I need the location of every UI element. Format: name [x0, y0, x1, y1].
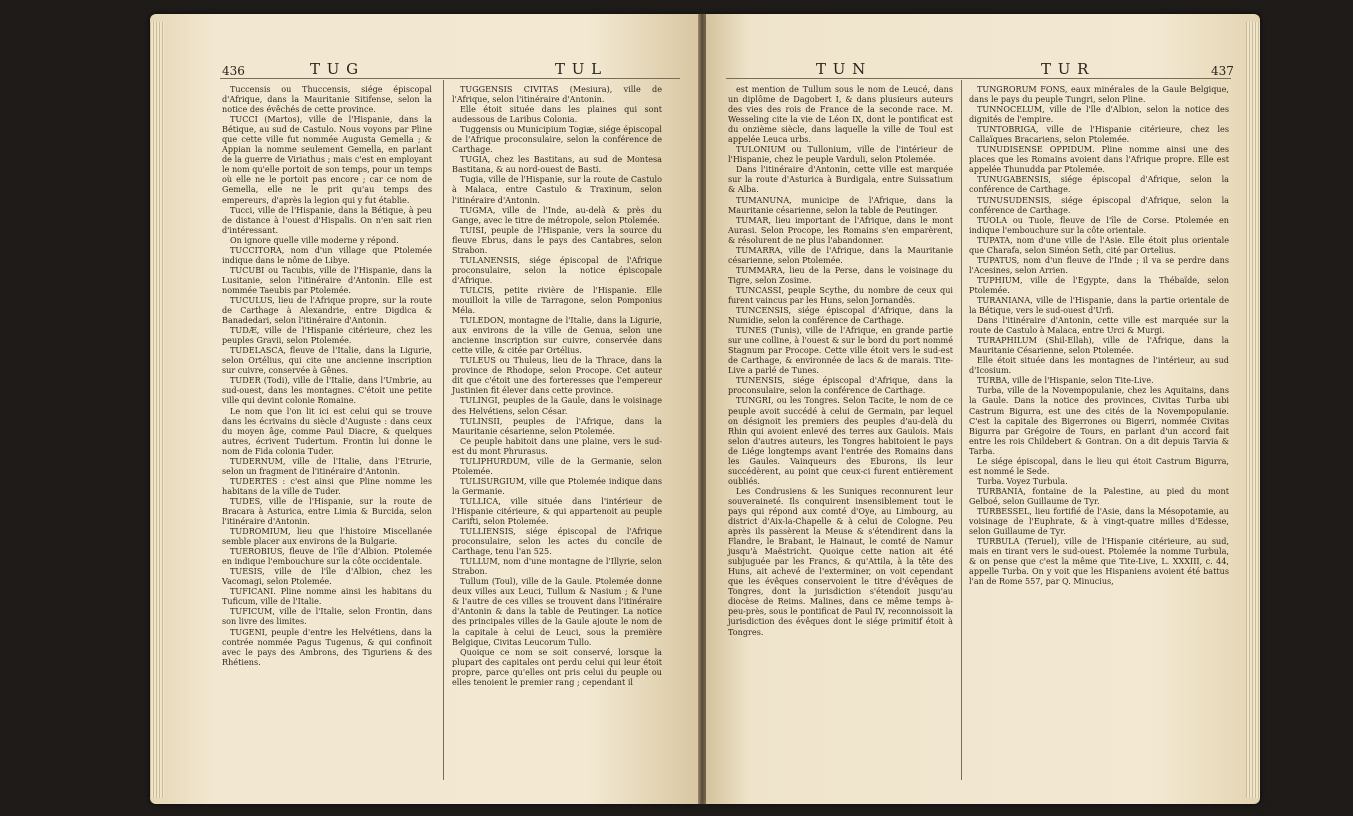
open-book [150, 14, 1260, 804]
entry-paragraph: Tugia, ville de l'Hispanie, sur la route de Castulo à Malaca, entre Castulo & Traxinum, selon l'itinéraire d'Antonin. [452, 174, 662, 205]
entry-paragraph: TURBA, ville de l'Hispanie, selon Tite-Live. [977, 375, 1154, 386]
entry-paragraph: TUNCASSI, peuple Scythe, du nombre de ceux qui furent vaincus par les Huns, selon Jornandès. [728, 284, 953, 305]
right-header-tun: T U N [816, 60, 867, 78]
entry-paragraph: TUMARRA, ville de l'Afrique, dans la Mauritanie césarienne, selon Ptolemée. [728, 244, 953, 265]
entry-paragraph: TURBANIA, fontaine de la Palestine, au pied du mont Gelboé, selon Guillaume de Tyr. [969, 485, 1229, 506]
entry-paragraph: Le siége épiscopal, dans le lieu qui étoit Castrum Bigurra, est nommé le Sede. [969, 455, 1229, 476]
right-header-tur: T U R [1041, 60, 1090, 78]
entry-paragraph: TULIPHURDUM, ville de la Germanie, selon Ptolemée. [452, 455, 662, 476]
entry-paragraph: TUFICANI. Pline nomme ainsi les habitans du Tuficum, ville de l'Italie. [222, 586, 432, 607]
entry-paragraph: TURBESSEL, lieu fortifié de l'Asie, dans la Mésopotamie, au voisinage de l'Euphrate, & à vingt-quatre milles d'Edesse, selon Guillaume de Tyr. [969, 505, 1229, 537]
entry-paragraph: TUDER (Todi), ville de l'Italie, dans l'Umbrie, au sud-ouest, dans les montagnes. C'étoit une petite ville qui devint colonie Romaine. [222, 375, 432, 406]
entry-paragraph: TUDROMIUM, lieu que l'histoire Miscellanée semble placer aux environs de la Bulgarie. [222, 526, 432, 547]
left-page [150, 14, 698, 804]
entry-paragraph: TULISURGIUM, ville que Ptolemée indique dans la Germanie. [452, 475, 662, 496]
entry-paragraph: TULLICA, ville située dans l'intérieur de l'Hispanie citérieure, & qui appartenoit au peuple Carifti, selon Ptolemée. [452, 495, 662, 527]
entry-paragraph: TUMANUNA, municipe de l'Afrique, dans la Mauritanie césarienne, selon la table de Peutinger. [728, 194, 953, 215]
entry-paragraph: TURBULA (Teruel), ville de l'Hispanie citérieure, au sud, mais en tirant vers le sud-ouest. Ptolemée la nomme Turbula, & on pense que c'est la même que Tite-Live, L. XXXIII, c. 44, appelle Turba. On y voit que les Hispaniens avoient été battus l'an de Rome 557, par Q. Minucius, [969, 536, 1229, 587]
left-page-number: 436 [222, 64, 245, 78]
right-header-rule [726, 78, 1231, 79]
entry-paragraph: TUMAR, lieu important de l'Afrique, dans le mont Aurasi. Selon Procope, les Romains s'en emparèrent, & résolurent de ne plus l'abandonner. [728, 214, 953, 245]
entry-paragraph: TUNTOBRIGA, ville de l'Hispanie citérieure, chez les Callaïques Bracariens, selon Ptolemée. [969, 124, 1229, 145]
entry-paragraph: TUNUDISENSE OPPIDUM. Pline nomme ainsi une des places que les Romains avoient dans l'Afrique propre. Elle est appelée Thunudda par Ptolemée. [969, 144, 1229, 175]
entry-paragraph: TUNUGABENSIS, siége épiscopal d'Afrique, selon la conférence de Carthage. [969, 174, 1229, 195]
entry-paragraph: TUCULUS, lieu de l'Afrique propre, sur la route de Carthage à Alexandrie, entre Digdica & Banadedari, selon l'itinéraire d'Antonin. [222, 294, 432, 326]
entry-paragraph: Quoique ce nom se soit conservé, lorsque la plupart des capitales ont perdu celui qui leur étoit propre, parce qu'elles ont pris celui du peuple ou elles tenoient le premier rang ; cependant il [452, 646, 662, 687]
left-header-rule [220, 78, 680, 79]
left-header-tug: T U G [310, 60, 360, 78]
entry-paragraph: TUESIS, ville de l'île d'Albion, chez les Vacomagi, selon Ptolemée. [222, 566, 432, 587]
entry-paragraph: TULONIUM ou Tullonium, ville de l'intérieur de l'Hispanie, chez le peuple Varduli, selon Ptolemée. [728, 144, 953, 165]
entry-paragraph: Dans l'itinéraire d'Antonin, cette ville est marquée sur la route de Castulo à Malaca, entre Urci & Murgi. [969, 315, 1229, 336]
entry-paragraph: TUNENSIS, siége épiscopal d'Afrique, dans la proconsulaire, selon la conférence de Carthage. [728, 375, 953, 396]
entry-paragraph: Les Condrusiens & les Suniques reconnurent leur souveraineté. Ils conquirent insensiblement tout le pays qui répond aux comté d'Oye, au Limbourg, au district d'Aix-la-Chapelle & à celui de Cologne. Peu après ils passèrent la Meuse & s'étendirent dans la Flandre, le Brabant, le Hainaut, le comté de Namur jusqu'à Maëstricht. Quoique cette nation ait été subjuguée par les Francs, & qu'Attila, à la tête des Huns, ait achevé de l'exterminer, on voit cependant que les évêques conservoient le titre d'évêques de Tongres, dont la jurisdiction s'étendoit jusqu'au diocèse de Reims. Malines, dans ce même temps à-peu-près, sous le pontificat de Paul IV, reconnoissoit la jurisdiction des évêques dont le siége primitif étoit à Tongres. [728, 485, 953, 637]
entry-paragraph: TULINGI, peuples de la Gaule, dans le voisinage des Helvétiens, selon César. [452, 395, 662, 416]
entry-paragraph: TUNES (Tunis), ville de l'Afrique, en grande partie sur une colline, à l'ouest & sur le bord du port nommé Stagnum par Procope. Cette ville étoit vers le sud-est de Carthage, & environnée de lacs & de marais. Tite-Live a parlé de Tunes. [728, 325, 953, 376]
book-gutter [698, 14, 706, 804]
entry-paragraph: Ce peuple habitoit dans une plaine, vers le sud-est du mont Phrurasus. [452, 435, 662, 456]
right-page [706, 14, 1260, 804]
left-header-tul: T U L [555, 60, 603, 78]
entry-paragraph: TUNCENSIS, siége épiscopal d'Afrique, dans la Numidie, selon la conférence de Carthage. [728, 305, 953, 326]
entry-paragraph: TULEUS ou Thuleus, lieu de la Thrace, dans la province de Rhodope, selon Procope. Cet auteur dit que c'étoit une des forteresses que l'empereur Justinien fit élever dans cette province. [452, 355, 662, 396]
entry-paragraph: TUDELASCA, fleuve de l'Italie, dans la Ligurie, selon Ortélius, qui cite une ancienne inscription sur cuivre, conservée à Gênes. [222, 345, 432, 376]
entry-paragraph: TULCIS, petite rivière de l'Hispanie. Elle mouilloit la ville de Tarragone, selon Pomponius Méla. [452, 284, 662, 316]
entry-paragraph: TUCUBI ou Tacubis, ville de l'Hispanie, dans la Lusitanie, selon l'itinéraire d'Antonin. Elle est nommée Taeubis par Ptolemée. [222, 264, 432, 295]
entry-paragraph: TUCCI (Martos), ville de l'Hispanie, dans la Bétique, au sud de Castulo. Nous voyons par Pline que cette ville fut nommée Augusta Gemella ; & Appian la nomme seulement Gemella, en parlant de la guerre de Viriathus ; mais c'est en employant le nom qu'elle portoit de son temps, pour un temps où elle ne le portoit pas encore ; car ce nom de Gemella, elle ne le prit qu'au temps des empereurs, d'après la legion qui y fut établie. [222, 114, 433, 205]
entry-paragraph: Turba, ville de la Novempopulanie, chez les Aquitains, dans la Gaule. Dans la notice des provinces, Civitas Turba ubi Castrum Bigurra, est une des cités de la Novempopulanie. C'est la capitale des Bigerrones ou Bigerri, nommée Civitas Bigurra par Grégoire de Tours, en parlant d'un accord fait entre les rois Childebert & Gontran. On a dit depuis Tarvia & Tarba. [969, 385, 1229, 456]
entry-paragraph: TUGGENSIS CIVITAS (Mesiura), ville de l'Afrique, selon l'itinéraire d'Antonin. [452, 84, 662, 105]
right-column-1 [728, 84, 953, 637]
entry-paragraph: est mention de Tullum sous le nom de Leucé, dans un diplôme de Dagobert I, & dans plusieurs auteurs des vies des rois de France de la seconde race. M. Wesseling cite la vie de Léon IX, dont le pontificat est du onzième siècle, dans laquelle la ville de Toul est appelée Leuca urbs. [728, 84, 953, 145]
entry-paragraph: Tuccensis ou Thuccensis, siége épiscopal d'Afrique, dans la Mauritanie Sitifense, selon la notice des évêchés de cette province. [222, 84, 432, 115]
entry-paragraph: Tullum (Toul), ville de la Gaule. Ptolemée donne deux villes aux Leuci, Tullum & Nasium ; & l'une & l'autre de ces villes se trouvent dans l'itinéraire d'Antonin & dans la table de Peutinger. La notice des principales villes de la Gaule ajoute le nom de la capitale à celui de Leuci, sous la première Belgique, Civitas Leucorum Tullo. [452, 576, 662, 647]
entry-paragraph: TUDERNUM, ville de l'Italie, dans l'Etrurie, selon un fragment de l'itinéraire d'Antonin. [222, 455, 432, 476]
entry-paragraph: Tucci, ville de l'Hispanie, dans la Bétique, à peu de distance à l'ouest d'Hispalis. On n'en sait rien d'intéressant. [222, 204, 432, 235]
entry-paragraph: TUCCITORA, nom d'un village que Ptolemée indique dans le nôme de Libye. [222, 244, 432, 265]
entry-paragraph: Dans l'itinéraire d'Antonin, cette ville est marquée sur la route d'Asturica à Burdigala, entre Suissatium & Alba. [728, 164, 953, 195]
entry-paragraph: TUDERTES : c'est ainsi que Pline nomme les habitans de la ville de Tuder. [222, 475, 432, 496]
left-column-2 [452, 84, 662, 687]
entry-paragraph: TURANIANA, ville de l'Hispanie, dans la partie orientale de la Bétique, vers le sud-ouest d'Urfi. [969, 294, 1229, 316]
entry-paragraph: TUDES, ville de l'Hispanie, sur la route de Bracara à Asturica, entre Limia & Burcida, selon l'itinéraire d'Antonin. [222, 495, 432, 527]
entry-paragraph: Le nom que l'on lit ici est celui qui se trouve dans les écrivains du siècle d'Auguste : dans ceux du moyen âge, comme Paul Diacre, & quelques autres, écrivent Tudertum. Frontin lui donne le nom de Fida colonia Tuder. [222, 405, 432, 456]
entry-paragraph: TUPATA, nom d'une ville de l'Asie. Elle étoit plus orientale que Charafa, selon Siméon Seth, cité par Ortelius. [969, 234, 1229, 255]
entry-paragraph: TULLUM, nom d'une montagne de l'Illyrie, selon Strabon. [452, 556, 662, 577]
entry-paragraph: On ignore quelle ville moderne y répond. [230, 234, 399, 245]
entry-paragraph: Turba. Voyez Turbula. [977, 475, 1068, 486]
entry-paragraph: TULEDON, montagne de l'Italie, dans la Ligurie, aux environs de la ville de Genua, selon une ancienne inscription sur cuivre, conservée dans cette ville, & citée par Ortélius. [452, 315, 662, 356]
entry-paragraph: TUMMARA, lieu de la Perse, dans le voisinage du Tigre, selon Zosime. [728, 264, 953, 285]
entry-paragraph: Elle étoit située dans les plaines qui sont audessous de Laribus Colonia. [452, 104, 662, 125]
left-column-1 [222, 84, 432, 667]
entry-paragraph: TUPHIUM, ville de l'Egypte, dans la Thébaïde, selon Ptolemée. [969, 274, 1229, 295]
entry-paragraph: TUGENI, peuple d'entre les Helvétiens, dans la contrée nommée Pagus Tugenus, & qui confinoit avec le pays des Ambrons, des Tiguriens & des Rhétiens. [222, 626, 432, 667]
entry-paragraph: TUNGRI, ou les Tongres. Selon Tacite, le nom de ce peuple avoit succédé à celui de Germain, par lequel on désignoit les premiers des peuples d'au-delà du Rhin qui avoient enlevé des terres aux Gaulois. Mais selon d'autres auteurs, les Tongres habitoient le pays de Liége longtemps avant l'entrée des Romains dans les Gaules. Vainqueurs des Eburons, ils leur succédèrent, au point que ceux-ci furent entièrement oubliés. [728, 395, 953, 486]
entry-paragraph: TUNGRORUM FONS, eaux minérales de la Gaule Belgique, dans le pays du peuple Tungri, selon Pline. [969, 84, 1229, 105]
entry-paragraph: TURAPHILUM (Shil-Ellah), ville de l'Afrique, dans la Mauritanie Césarienne, selon Ptolemée. [969, 335, 1229, 356]
entry-paragraph: TUOLA ou Tuole, fleuve de l'île de Corse. Ptolemée en indique l'embouchure sur la côte orientale. [969, 214, 1229, 235]
entry-paragraph: TUNNOCELUM, ville de l'île d'Albion, selon la notice des dignités de l'empire. [969, 104, 1229, 125]
entry-paragraph: TUDÆ, ville de l'Hispanie citérieure, chez les peuples Gravii, selon Ptolemée. [222, 325, 432, 346]
right-column-2 [969, 84, 1229, 586]
entry-paragraph: Tuggensis ou Municipium Togiæ, siége épiscopal de l'Afrique proconsulaire, selon la conférence de Carthage. [452, 124, 662, 155]
right-column-rule [961, 80, 962, 780]
right-page-edges [1246, 22, 1260, 798]
entry-paragraph: TUEROBIUS, fleuve de l'île d'Albion. Ptolemée en indique l'embouchure sur la côte occidentale. [222, 546, 432, 567]
entry-paragraph: TUFICUM, ville de l'Italie, selon Frontin, dans son livre des limites. [222, 606, 432, 627]
entry-paragraph: TUGMA, ville de l'Inde, au-delà & près du Gange, avec le titre de métropole, selon Ptolemée. [452, 204, 662, 225]
left-page-edges [150, 22, 164, 798]
entry-paragraph: TULANENSIS, siége épiscopal de l'Afrique proconsulaire, selon la notice épiscopale d'Afrique. [452, 254, 662, 285]
entry-paragraph: TUPATUS, nom d'un fleuve de l'Inde ; il va se perdre dans l'Acesines, selon Arrien. [969, 254, 1229, 275]
right-page-number: 437 [1211, 64, 1234, 78]
entry-paragraph: TULINSII, peuples de l'Afrique, dans la Mauritanie césarienne, selon Ptolemée. [452, 415, 662, 436]
entry-paragraph: TUNUSUDENSIS, siége épiscopal d'Afrique, selon la conférence de Carthage. [969, 194, 1229, 215]
entry-paragraph: Elle étoit située dans les montagnes de l'intérieur, au sud d'Icosium. [969, 355, 1229, 376]
entry-paragraph: TUGIA, chez les Bastitans, au sud de Montesa Bastitana, & au nord-ouest de Basti. [452, 154, 662, 175]
entry-paragraph: TUISI, peuple de l'Hispanie, vers la source du fleuve Ebrus, dans le pays des Cantabres, selon Strabon. [452, 224, 662, 255]
entry-paragraph: TULLIENSIS, siége épiscopal de l'Afrique proconsulaire, selon les actes du concile de Carthage, tenu l'an 525. [452, 526, 662, 557]
left-column-rule [443, 80, 444, 780]
